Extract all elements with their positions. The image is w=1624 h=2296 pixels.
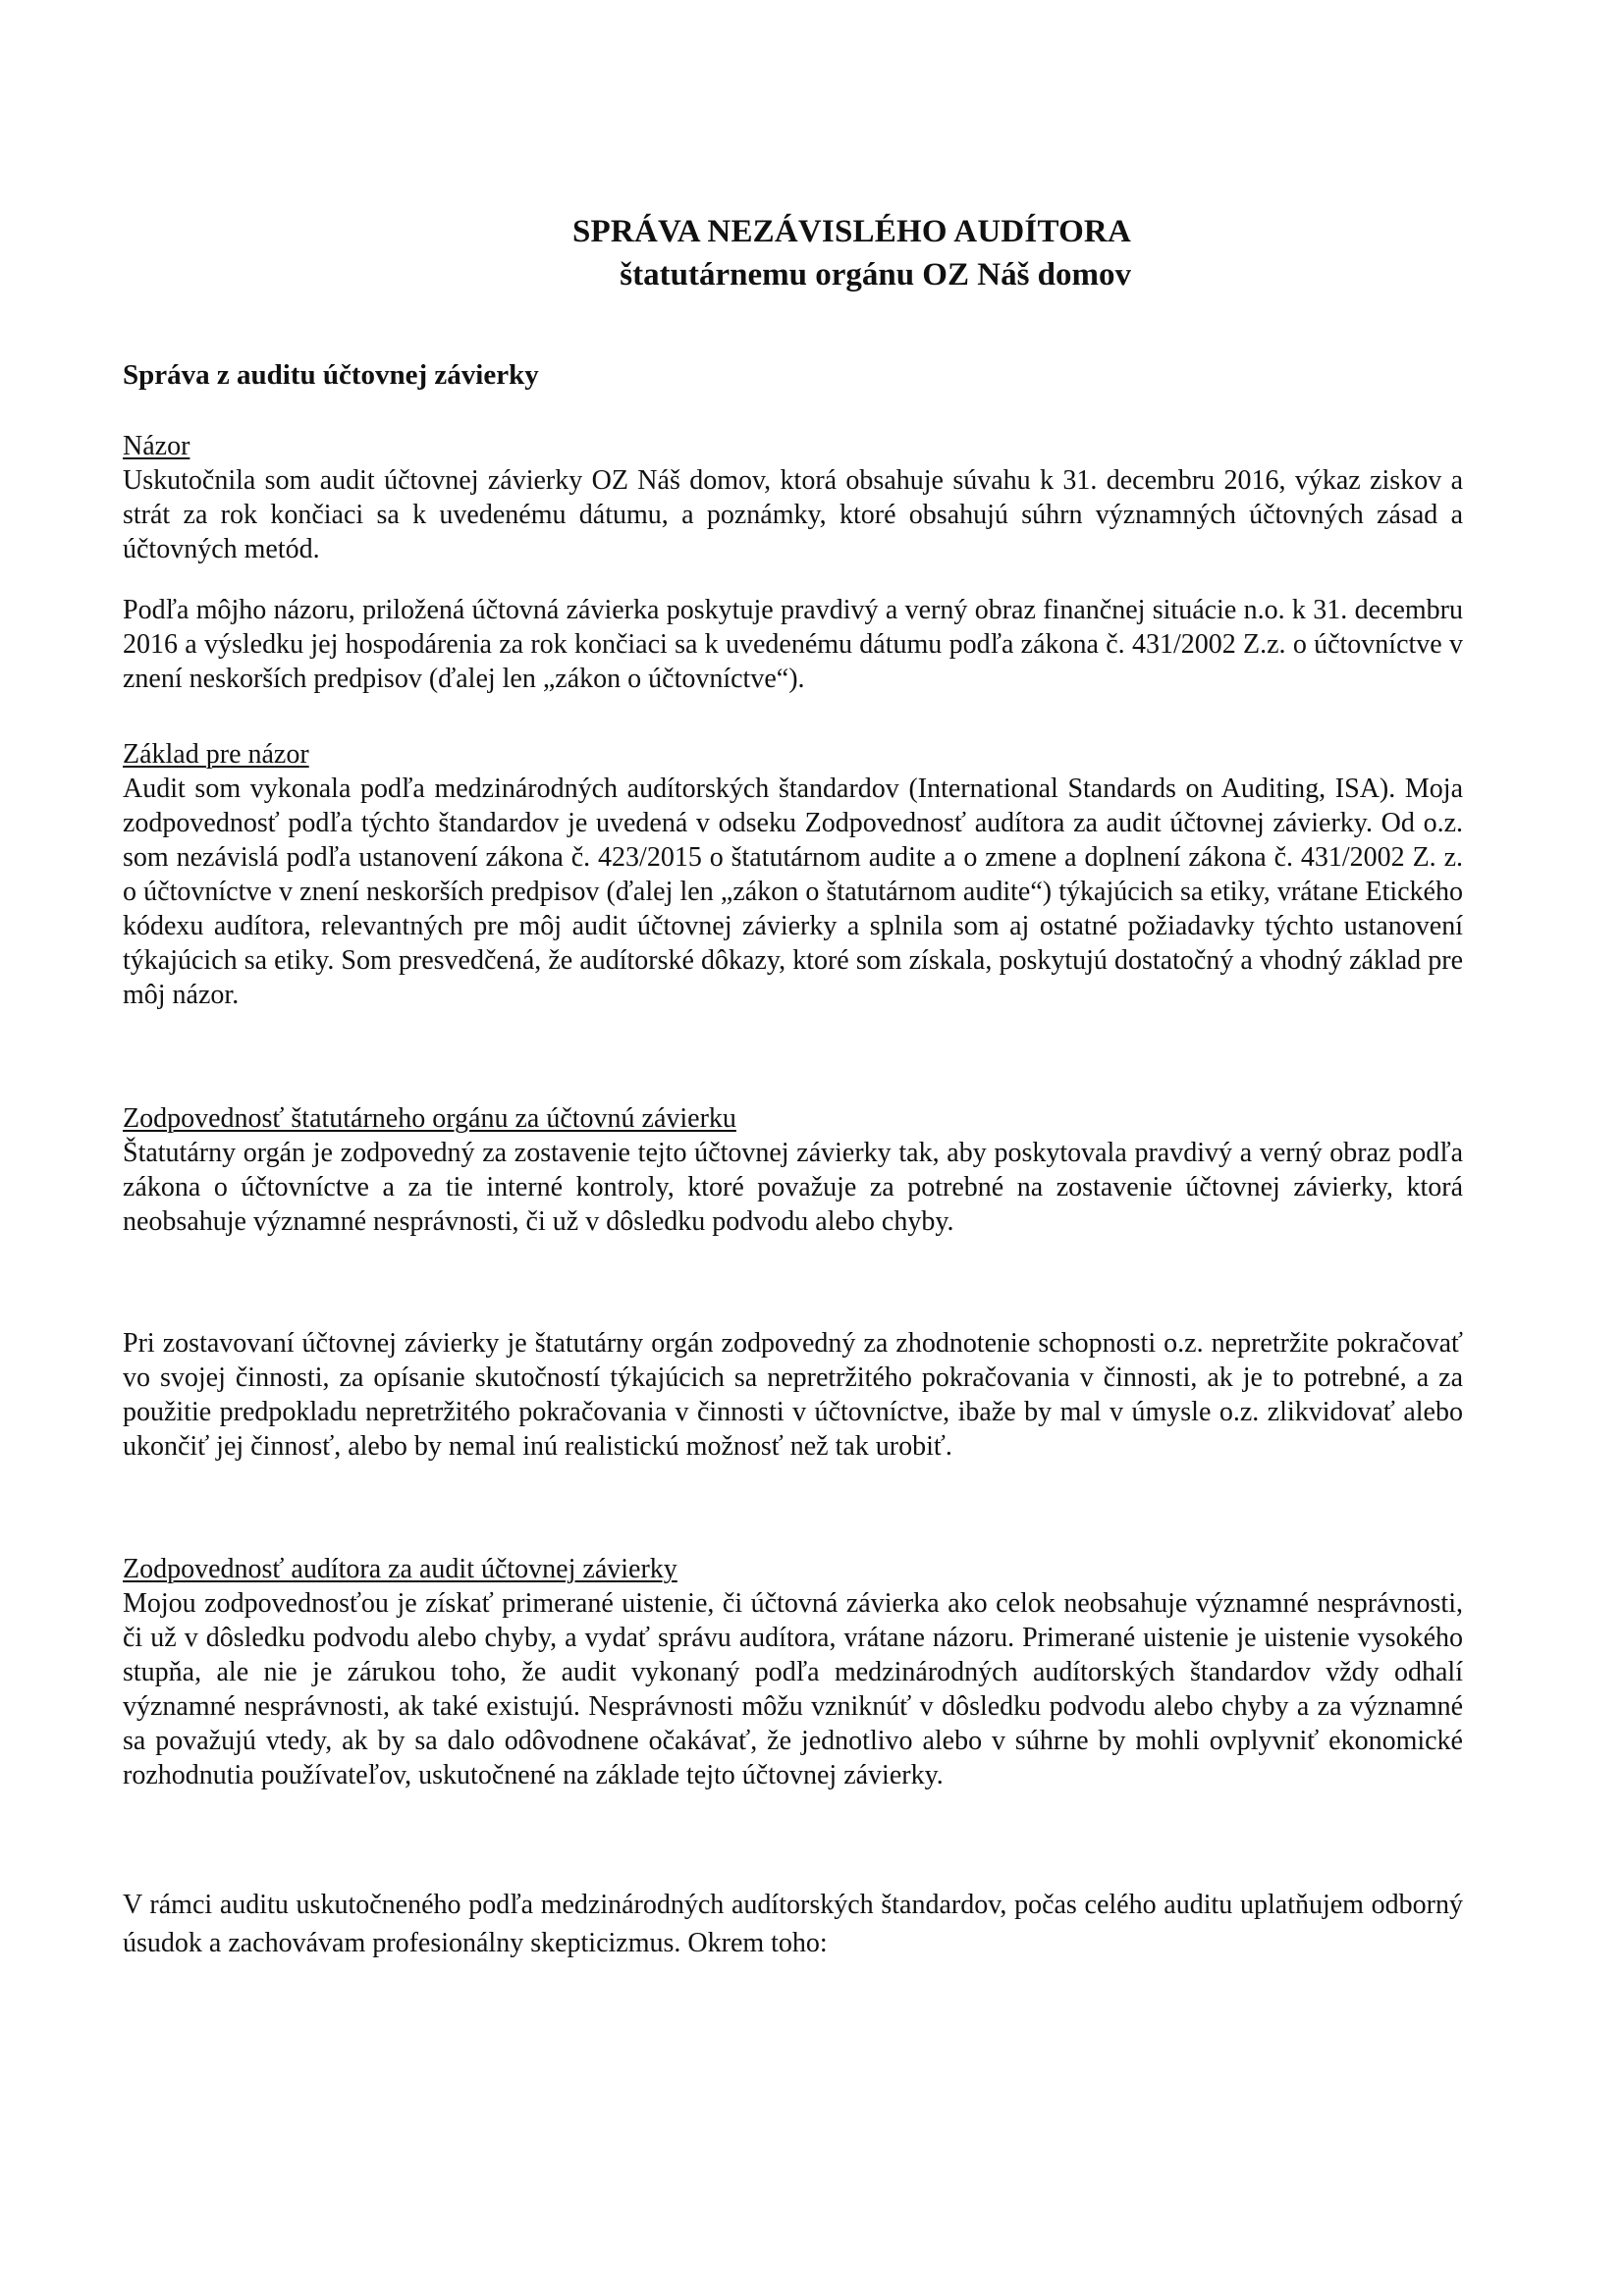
opinion-heading: Názor xyxy=(123,431,190,461)
section-opinion xyxy=(123,429,1463,566)
report-title-block xyxy=(471,210,1131,296)
section-basis-for-opinion xyxy=(123,737,1463,1012)
auditor-responsibility-heading: Zodpovednosť audítora za audit účtovnej závierky xyxy=(123,1554,677,1584)
section-opinion-cont xyxy=(123,593,1463,696)
report-addressee: štatutárnemu orgánu OZ Náš domov xyxy=(620,257,1131,293)
basis-heading: Základ pre názor xyxy=(123,739,309,770)
report-title: SPRÁVA NEZÁVISLÉHO AUDÍTORA xyxy=(572,214,1131,249)
basis-paragraph-1: Audit som vykonala podľa medzinárodných audítorských štandardov (International Standards on Auditing, ISA). Moja zodpovednosť podľa týchto štandardov je uvedená v odseku Zodpovednosť audítora za audit účtovnej závierky. Od o.z. som nezávislá podľa ustanovení zákona č. 423/2015 o štatutárnom audite a o zmene a doplnení zákona č. 431/2002 Z. z. o účtovníctve v znení neskorších predpisov (ďalej len „zákon o štatutárnom audite“) týkajúcich sa etiky, vrátane Etického kódexu audítora, relevantných pre môj audit účtovnej závierky a splnila som aj ostatné požiadavky týchto ustanovení týkajúcich sa etiky. Som presvedčená, že audítorské dôkazy, ktoré som získala, poskytujú dostatočný a vhodný základ pre môj názor. xyxy=(123,774,1463,1010)
opinion-paragraph-2: Podľa môjho názoru, priložená účtovná závierka poskytuje pravdivý a verný obraz finančnej situácie n.o. k 31. decembru 2016 a výsledku jej hospodárenia za rok končiaci sa k uvedenému dátumu podľa zákona č. 431/2002 Z.z. o účtovníctve v znení neskorších predpisov (ďalej len „zákon o účtovníctve“). xyxy=(123,595,1463,694)
opinion-paragraph-1: Uskutočnila som audit účtovnej závierky OZ Náš domov, ktorá obsahuje súvahu k 31. decembru 2016, výkaz ziskov a strát za rok končiaci sa k uvedenému dátumu, a poznámky, ktoré obsahujú súhrn významných účtovných zásad a účtovných metód. xyxy=(123,465,1463,564)
auditor-responsibility-paragraph-1: Mojou zodpovednosťou je získať primerané uistenie, či účtovná závierka ako celok neobsahuje významné nesprávnosti, či už v dôsledku podvodu alebo chyby, a vydať správu audítora, vrátane názoru. Primerané uistenie je uistenie vysokého stupňa, ale nie je zárukou toho, že audit vykonaný podľa medzinárodných audítorských štandardov vždy odhalí významné nesprávnosti, ak také existujú. Nesprávnosti môžu vzniknúť v dôsledku podvodu alebo chyby a za významné sa považujú vtedy, ak by sa dalo odôvodnene očakávať, že jednotlivo alebo v súhrne by mohli ovplyvniť ekonomické rozhodnutia používateľov, uskutočnené na základe tejto účtovnej závierky. xyxy=(123,1588,1463,1790)
auditor-responsibility-paragraph-2: V rámci auditu uskutočneného podľa medzinárodných audítorských štandardov, počas celého auditu uplatňujem odborný úsudok a zachovávam profesionálny skepticizmus. Okrem toho: xyxy=(123,1890,1463,1958)
section-management-responsibility xyxy=(123,1101,1463,1239)
section-management-responsibility-cont xyxy=(123,1326,1463,1464)
section-auditor-responsibility-cont xyxy=(123,1886,1463,1962)
management-responsibility-paragraph-1: Štatutárny orgán je zodpovedný za zostavenie tejto účtovnej závierky tak, aby poskytovala pravdivý a verný obraz podľa zákona o účtovníctve a za tie interné kontroly, ktoré považuje za potrebné na zostavenie účtovnej závierky, ktorá neobsahuje významné nesprávnosti, či už v dôsledku podvodu alebo chyby. xyxy=(123,1138,1463,1237)
management-responsibility-paragraph-2: Pri zostavovaní účtovnej závierky je štatutárny orgán zodpovedný za zhodnotenie schopnosti o.z. nepretržite pokračovať vo svojej činnosti, za opísanie skutočností týkajúcich sa nepretržitého pokračovania v činnosti, ak je to potrebné, a za použitie predpokladu nepretržitého pokračovania v činnosti v účtovníctve, ibaže by mal v úmysle o.z. zlikvidovať alebo ukončiť jej činnosť, alebo by nemal inú realistickú možnosť než tak urobiť. xyxy=(123,1328,1463,1462)
section-heading-audit-report: Správa z auditu účtovnej závierky xyxy=(123,359,539,391)
management-responsibility-heading: Zodpovednosť štatutárneho orgánu za účtovnú závierku xyxy=(123,1103,736,1134)
section-auditor-responsibility xyxy=(123,1552,1463,1792)
